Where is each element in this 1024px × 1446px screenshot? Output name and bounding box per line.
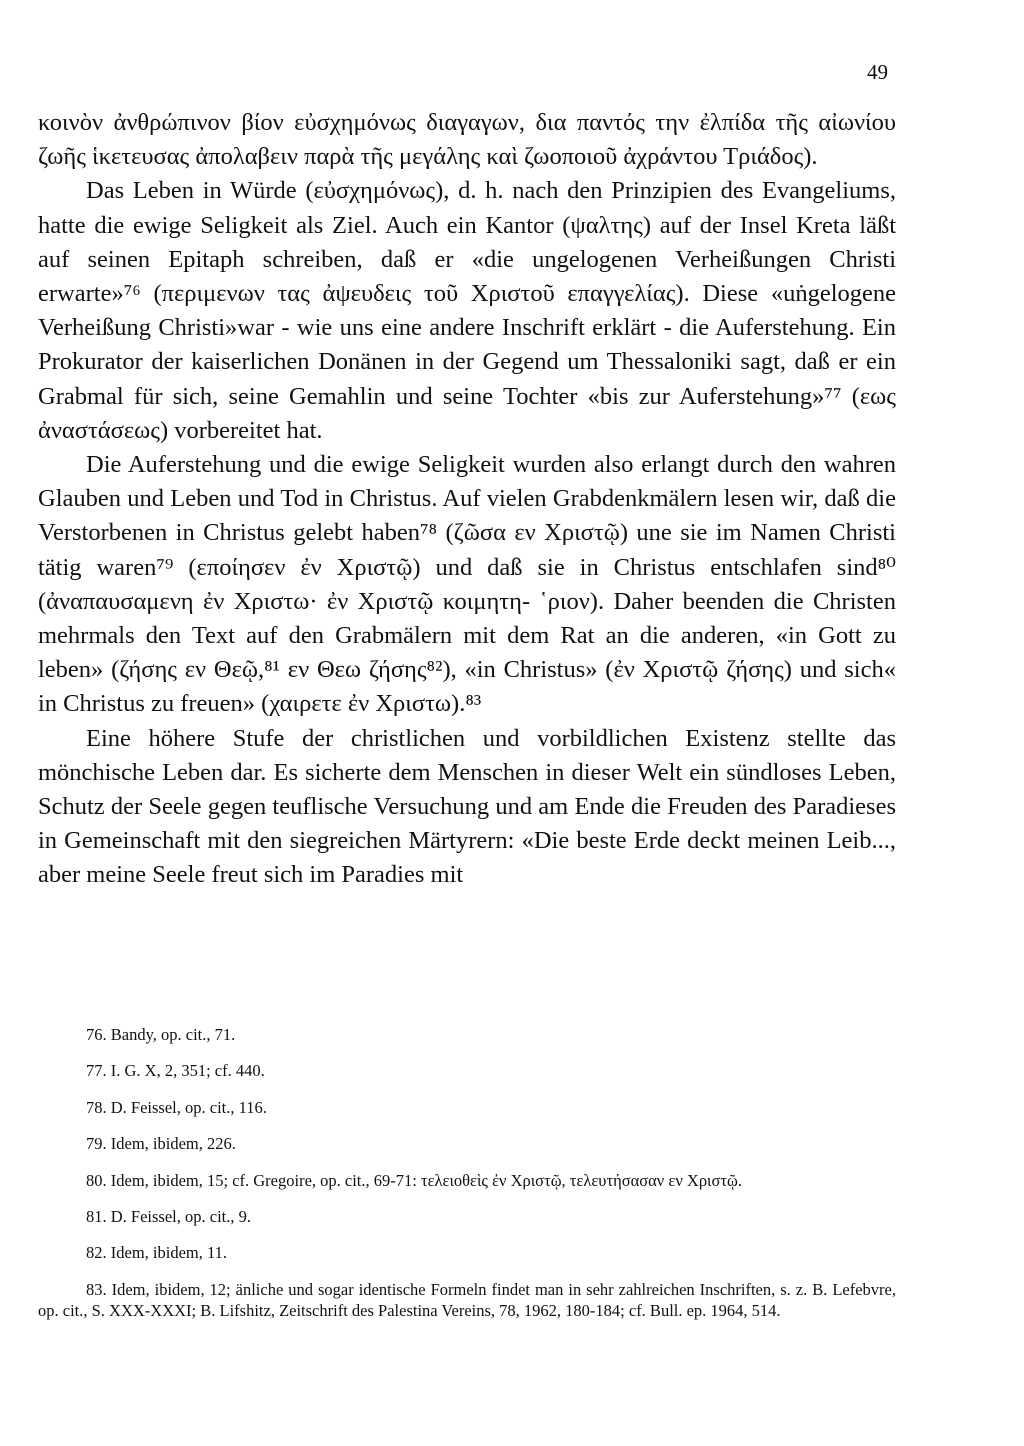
footnote-82: 82. Idem, ibidem, 11. [86, 1243, 227, 1263]
footnote-80: 80. Idem, ibidem, 15; cf. Gregoire, op. cit., 69-71: τελειοθεὶς ἐν Χριστῷ, τελευτήσασαν εν Χριστῷ. [86, 1170, 743, 1190]
paragraph-greek-continuation: κοινὸν ἀνθρώπινον βίον εὐσχημόνως διαγαγων, δια παντός την ἐλπίδα τῆς αἰωνίου ζωῆς ἱκετευσας ἀπολαβειν παρὰ τῆς μεγάλης καὶ ζωοποιοῦ ἀχράντου Τριάδος). [38, 109, 896, 171]
footnote-78: 78. D. Feissel, op. cit., 116. [86, 1097, 267, 1117]
paragraph-auferstehung: Die Auferstehung und die ewige Seligkeit wurden also erlangt durch den wahren Glauben und Leben und Tod in Christus. Auf vielen Grabdenkmälern lesen wir, daß die Verstorbenen in Christus gelebt haben⁷⁸ (ζῶσα εν Χριστῷ) une sie im Namen Christi tätig waren⁷⁹ (εποίησεν ἐν Χριστῷ) und daß sie in Christus entschlafen sind⁸⁰ (ἀναπαυσαμενη ἐν Χριστω· ἐν Χριστῷ κοιμητη- ῾ριον). Daher beenden die Christen mehrmals den Text auf den Grabmälern mit dem Rat an die anderen, «in Gott zu leben» (ζήσης εν Θεῷ,⁸¹ εν Θεω ζήσης⁸²), «in Christus» (ἐν Χριστῷ ζήσης) und sich« in Christus zu freuen» (χαιρετε ἐν Χριστω).⁸³ [38, 451, 896, 718]
footnote-76: 76. Bandy, op. cit., 71. [86, 1025, 236, 1044]
footnote-79: 79. Idem, ibidem, 226. [86, 1134, 236, 1154]
paragraph-moenchische-leben: Eine höhere Stufe der christlichen und vorbildlichen Existenz stellte das mönchische Leben dar. Es sicherte dem Menschen in dieser Welt ein sündloses Leben, Schutz der Seele gegen teuflische Versuchung und am Ende die Freuden des Paradieses in Gemeinschaft mit den siegreichen Märtyrern: «Die beste Erde deckt meinen Leib..., aber meine Seele freut sich im Paradies mit [38, 724, 896, 889]
paragraph-leben-in-wuerde: Das Leben in Würde (εὐσχημόνως), d. h. nach den Prinzipien des Evangeliums, hatte die ewige Seligkeit als Ziel. Auch ein Kantor (ψαλτης) auf der Insel Kreta läßt auf seinen Epitaph schreiben, daß er «die ungelogenen Verheißungen Christi erwarte»⁷⁶ (περιμενων τας ἀψευδεις τοῦ Χριστοῦ επαγγελίας). Diese «uṅgelogene Verheißung Christi»war - wie uns eine andere Inschrift erklärt - die Auferstehung. Ein Prokurator der kaiserlichen Donänen in der Gegend um Thessaloniki sagt, daß er ein Grabmal für sich, seine Gemahlin und seine Tochter «bis zur Auferstehung»⁷⁷ (εως ἀναστάσεως) vorbereitet hat. [38, 177, 896, 444]
footnote-81: 81. D. Feissel, op. cit., 9. [86, 1206, 251, 1226]
page-number: 49 [867, 60, 888, 84]
footnote-83: 83. Idem, ibidem, 12; änliche und sogar identische Formeln findet man in sehr zahlreichen Inschriften, s. z. B. Lefebvre, op. cit., S. XXX-XXXI; B. Lifshitz, Zeitschrift des Palestina Vereins, 78, 1962, 180-184; cf. Bull. ep. 1964, 514. [38, 1279, 896, 1320]
footnote-77: 77. I. G. X, 2, 351; cf. 440. [86, 1061, 265, 1081]
body-text [38, 106, 896, 893]
footnotes [38, 1024, 896, 1321]
